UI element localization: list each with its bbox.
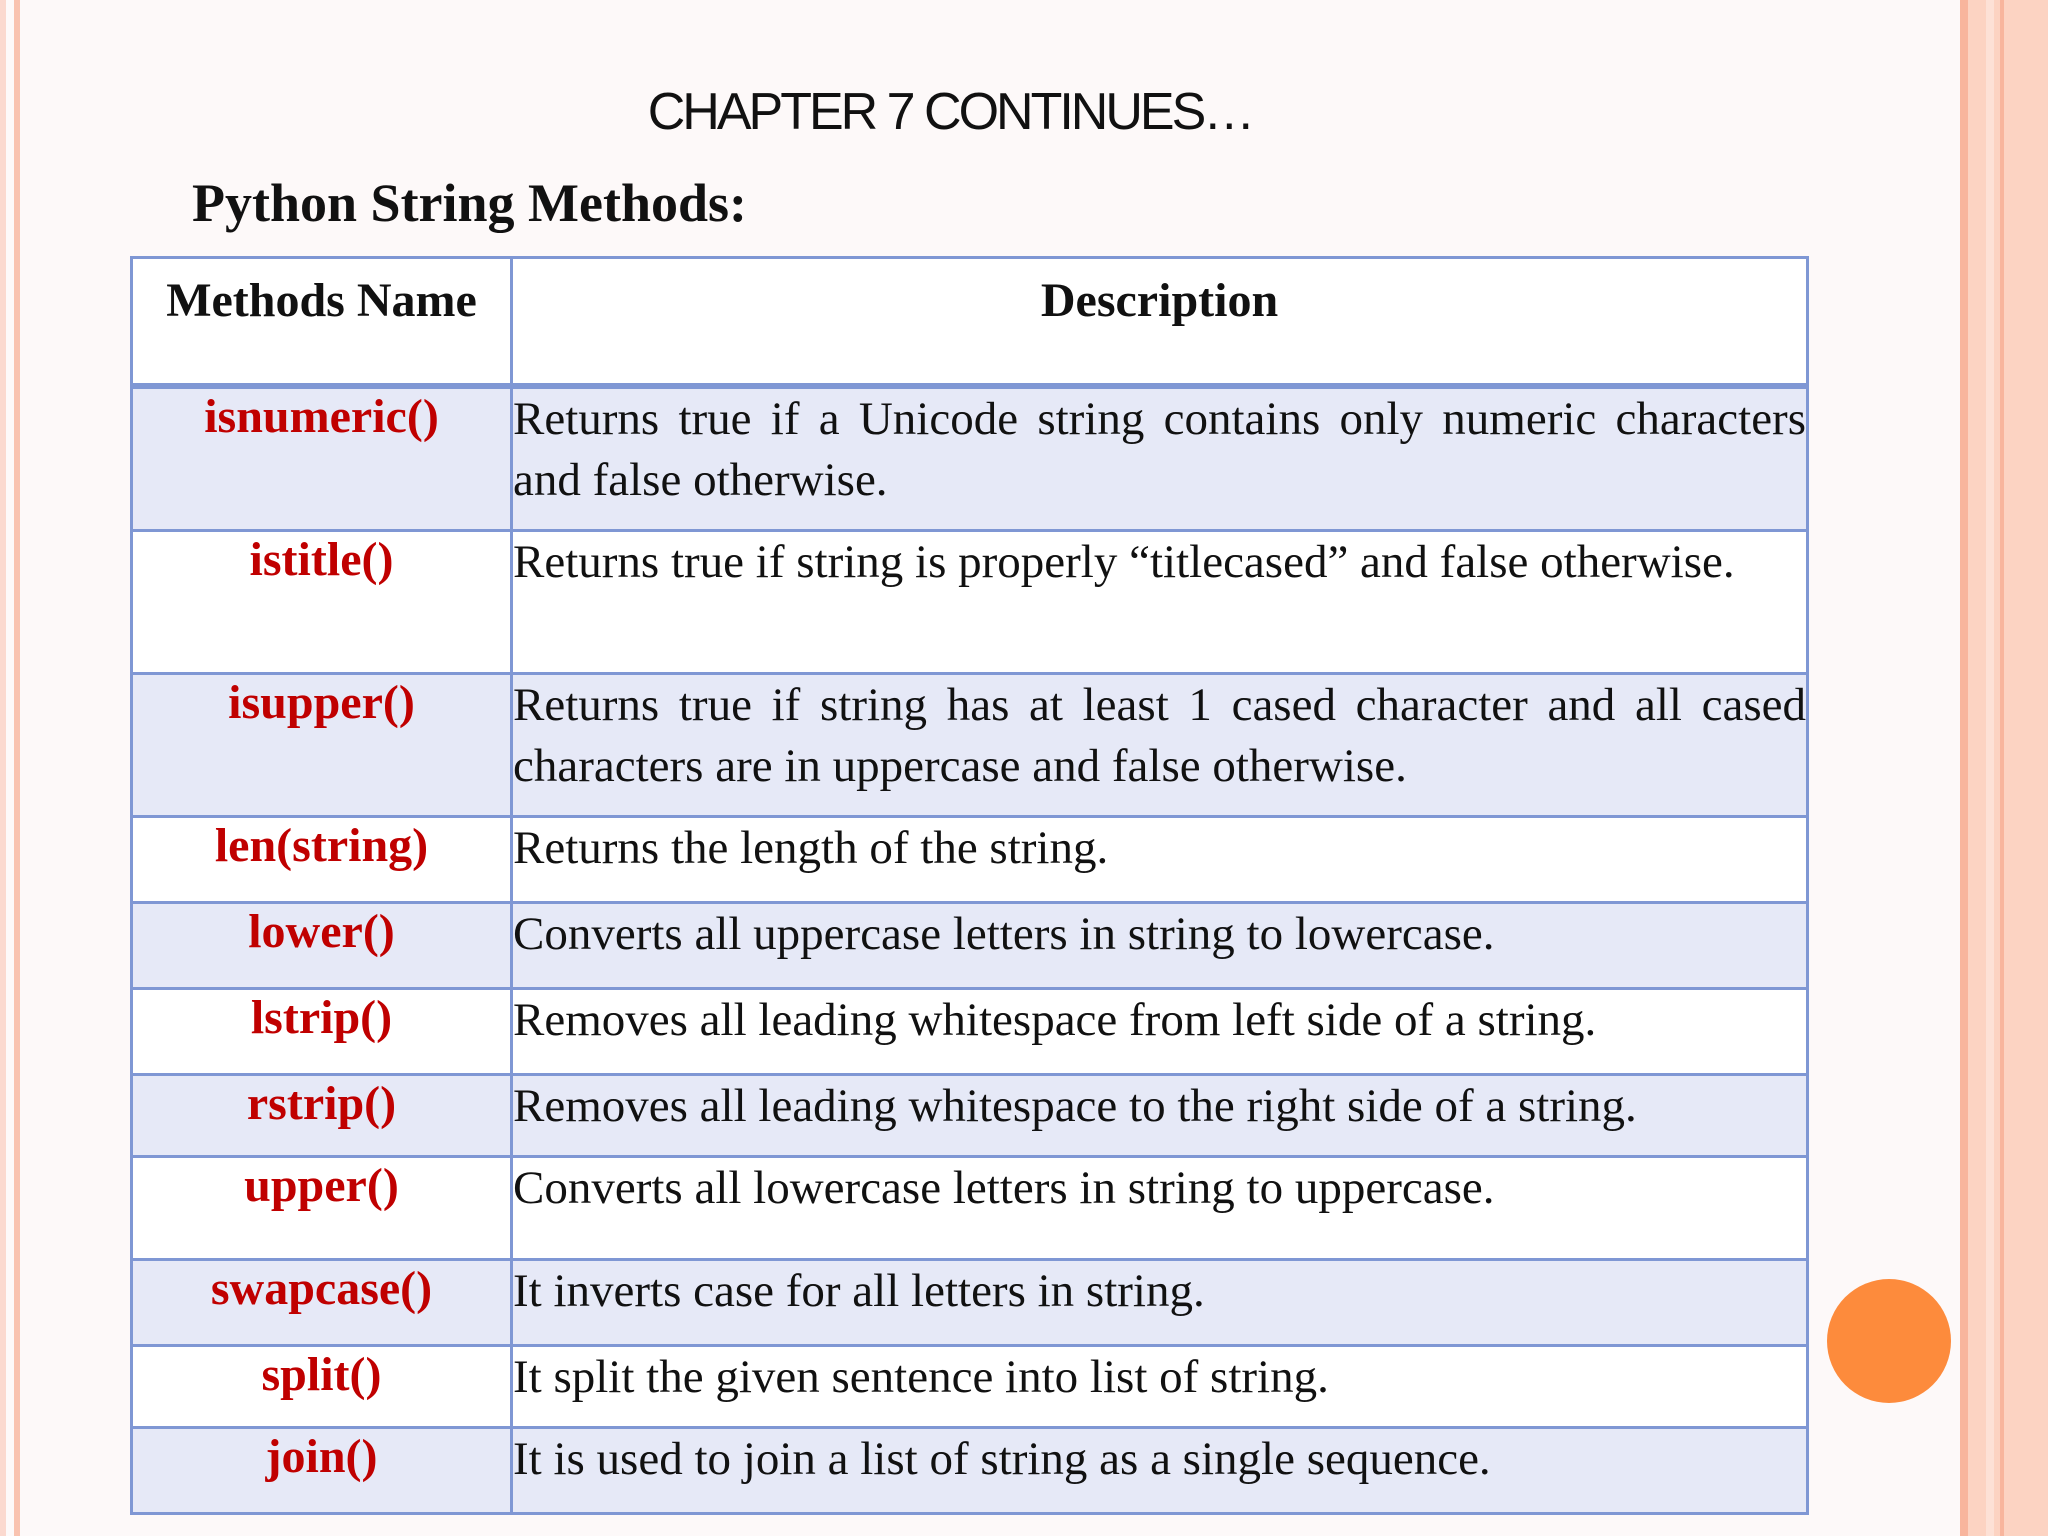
method-description: It split the given sentence into list of string.: [512, 1345, 1808, 1427]
method-description: Converts all uppercase letters in string to lowercase.: [512, 902, 1808, 988]
method-name: isnumeric(): [132, 386, 512, 530]
method-description: It is used to join a list of string as a single sequence.: [512, 1427, 1808, 1513]
method-name: join(): [132, 1427, 512, 1513]
left-border-line: [14, 0, 20, 1536]
method-description: Removes all leading whitespace from left side of a string.: [512, 988, 1808, 1074]
method-name: upper(): [132, 1156, 512, 1259]
method-name: len(string): [132, 816, 512, 902]
table-row: [132, 1259, 1808, 1345]
table-header-row: [132, 258, 1808, 387]
table-row: [132, 988, 1808, 1074]
header-methods-name: Methods Name: [132, 258, 512, 387]
table-row: [132, 1156, 1808, 1259]
orange-circle-decoration: [1827, 1279, 1951, 1403]
right-border-band: [1960, 0, 2048, 1536]
table-row: [132, 816, 1808, 902]
method-description: Returns true if string has at least 1 cased character and all cased characters are in uppercase and false otherwise.: [512, 673, 1808, 816]
method-name: lower(): [132, 902, 512, 988]
right-border-line: [1986, 0, 1994, 1536]
right-border-line: [1960, 0, 1968, 1536]
slide-subtitle: Python String Methods:: [192, 173, 748, 233]
method-description: Removes all leading whitespace to the right side of a string.: [512, 1074, 1808, 1156]
header-description: Description: [512, 258, 1808, 387]
table-row: [132, 530, 1808, 673]
method-description: Returns true if string is properly “titlecased” and false otherwise.: [512, 530, 1808, 673]
method-name: swapcase(): [132, 1259, 512, 1345]
method-name: split(): [132, 1345, 512, 1427]
table-row: [132, 386, 1808, 530]
chapter-title: CHAPTER 7 CONTINUES…: [647, 83, 1253, 141]
table-row: [132, 1427, 1808, 1513]
method-name: isupper(): [132, 673, 512, 816]
table-row: [132, 902, 1808, 988]
method-name: istitle(): [132, 530, 512, 673]
table-row: [132, 1074, 1808, 1156]
method-description: Returns true if a Unicode string contains only numeric characters and false otherwise.: [512, 386, 1808, 530]
table-row: [132, 1345, 1808, 1427]
method-description: Converts all lowercase letters in string to uppercase.: [512, 1156, 1808, 1259]
method-name: lstrip(): [132, 988, 512, 1074]
table-row: [132, 673, 1808, 816]
method-description: It inverts case for all letters in string.: [512, 1259, 1808, 1345]
method-description: Returns the length of the string.: [512, 816, 1808, 902]
string-methods-table: [130, 256, 1809, 1515]
method-name: rstrip(): [132, 1074, 512, 1156]
left-border-line: [0, 0, 6, 1536]
right-border-line: [2000, 0, 2004, 1536]
